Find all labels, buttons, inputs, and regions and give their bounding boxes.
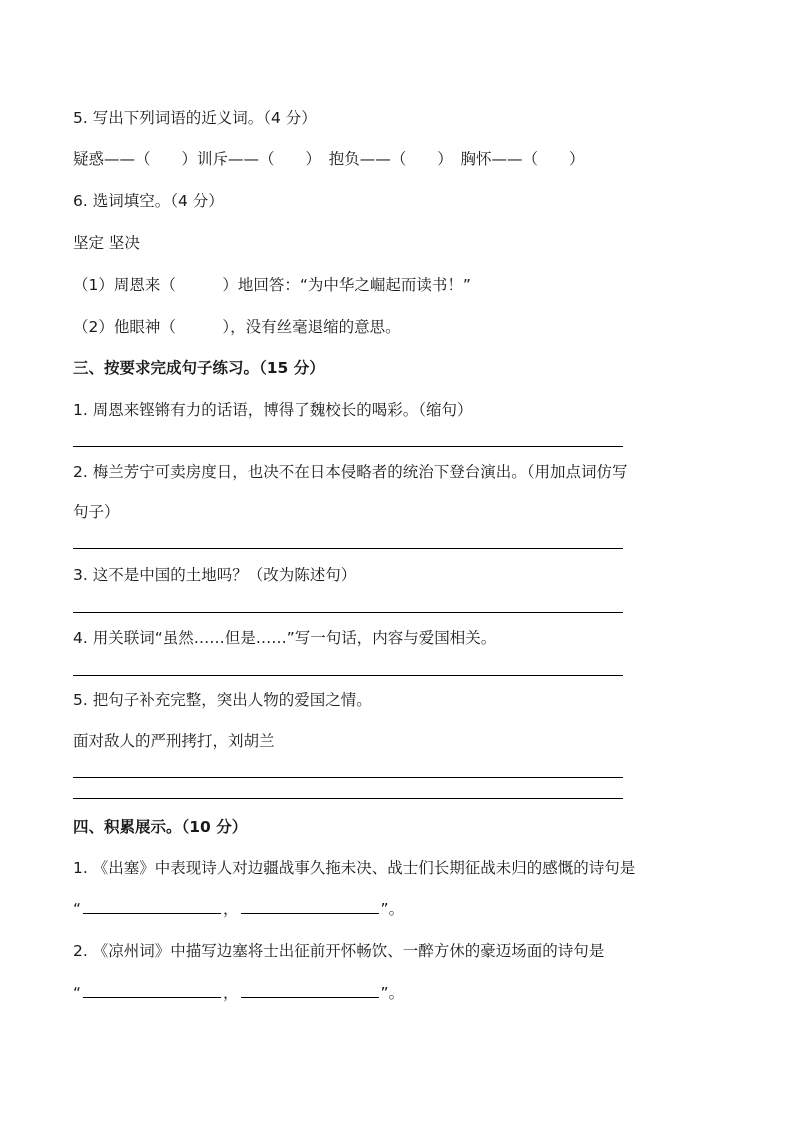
q6-word-options: 坚定 坚决 bbox=[73, 234, 140, 252]
comma: ， bbox=[223, 984, 239, 1002]
section4-heading: 四、积累展示。（10 分） bbox=[73, 818, 248, 836]
blank-line[interactable] bbox=[83, 983, 221, 998]
answer-line[interactable] bbox=[73, 446, 623, 447]
q5-synonym-line: 疑惑——（ ）训斥——（ ） 抱负——（ ） 胸怀——（ ） bbox=[73, 150, 585, 168]
answer-line[interactable] bbox=[73, 777, 623, 778]
answer-line[interactable] bbox=[73, 675, 623, 676]
s3-q4: 4. 用关联词“虽然……但是……”写一句话，内容与爱国相关。 bbox=[73, 629, 497, 647]
answer-line[interactable] bbox=[73, 612, 623, 613]
open-quote: “ bbox=[73, 900, 82, 918]
open-quote: “ bbox=[73, 984, 82, 1002]
q5-heading: 5. 写出下列词语的近义词。（4 分） bbox=[73, 109, 317, 127]
s3-q3: 3. 这不是中国的土地吗？（改为陈述句） bbox=[73, 566, 357, 584]
q6-item-1: （1）周恩来（ ）地回答：“为中华之崛起而读书！” bbox=[73, 276, 471, 294]
answer-line[interactable] bbox=[73, 548, 623, 549]
s4-q1: 1. 《出塞》中表现诗人对边疆战事久拖未决、战士们长期征战未归的感慨的诗句是 bbox=[73, 859, 636, 877]
blank-line[interactable] bbox=[241, 899, 379, 914]
answer-line[interactable] bbox=[73, 798, 623, 799]
s4-q2-answer bbox=[73, 983, 404, 1003]
blank-line[interactable] bbox=[241, 983, 379, 998]
q6-heading: 6. 选词填空。（4 分） bbox=[73, 192, 224, 210]
q6-item-2: （2）他眼神（ ），没有丝毫退缩的意思。 bbox=[73, 318, 401, 336]
close-quote: ”。 bbox=[380, 900, 405, 918]
comma: ， bbox=[223, 900, 239, 918]
s3-q2-line1: 2. 梅兰芳宁可卖房度日，也决不在日本侵略者的统治下登台演出。（用加点词仿写 bbox=[73, 463, 628, 481]
s4-q2: 2. 《凉州词》中描写边塞将士出征前开怀畅饮、一醉方休的豪迈场面的诗句是 bbox=[73, 942, 605, 960]
s3-q5-prompt: 面对敌人的严刑拷打，刘胡兰 bbox=[73, 732, 275, 750]
blank-line[interactable] bbox=[83, 899, 221, 914]
s3-q5: 5. 把句子补充完整，突出人物的爱国之情。 bbox=[73, 691, 372, 709]
s3-q1: 1. 周恩来铿锵有力的话语，博得了魏校长的喝彩。（缩句） bbox=[73, 401, 473, 419]
section3-heading: 三、按要求完成句子练习。（15 分） bbox=[73, 359, 325, 377]
s4-q1-answer bbox=[73, 899, 404, 919]
close-quote: ”。 bbox=[380, 984, 405, 1002]
s3-q2-line2: 句子） bbox=[73, 503, 120, 521]
